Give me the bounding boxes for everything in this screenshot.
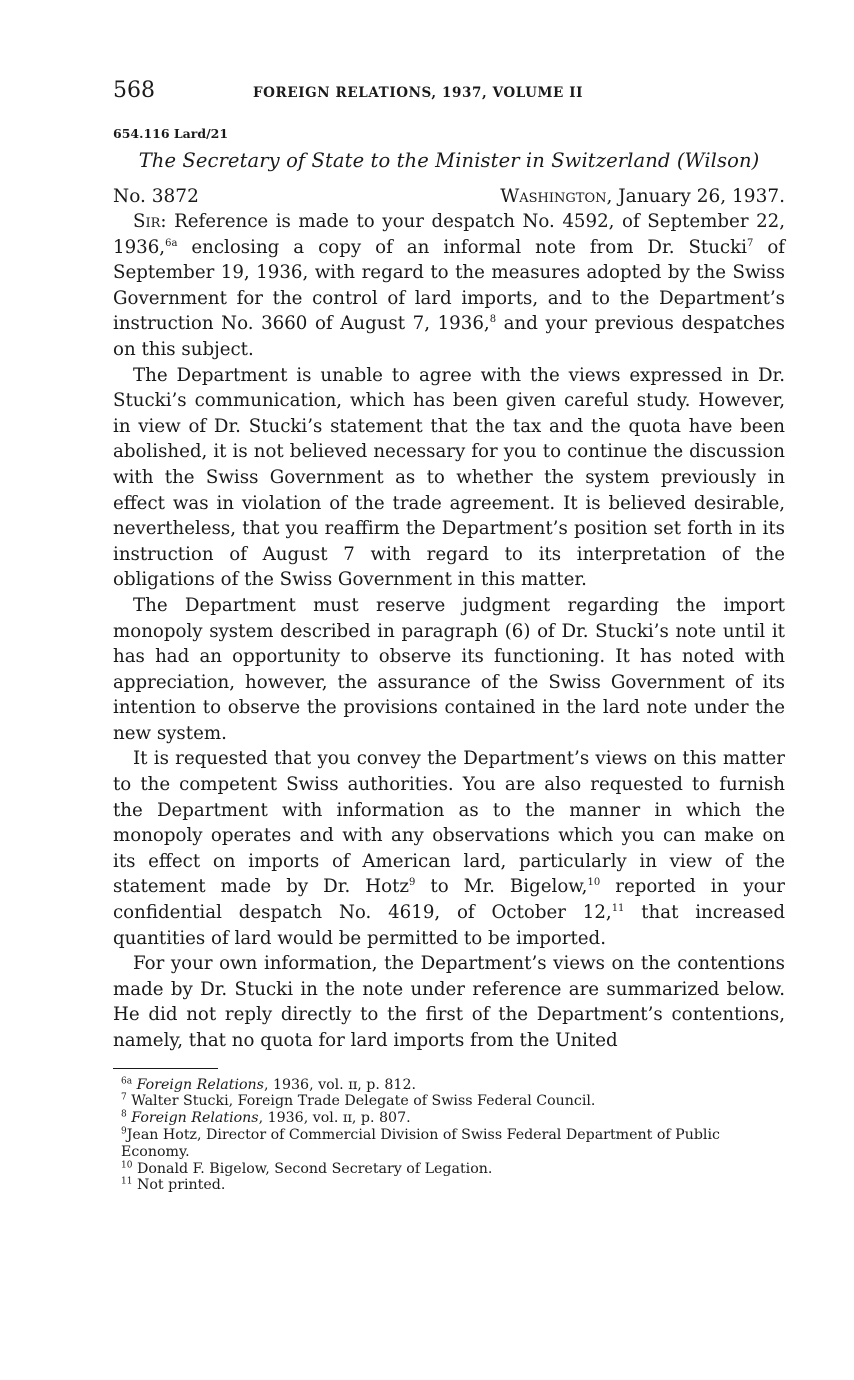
paragraph-3: The Department must reserve judgment regarding the import monopoly system described in paragraph (6) of Dr. Stucki’s note until it has had an opportunity to observe its functioning. It has noted with appreciation, however, the assurance of the Swiss Government of its intention to observe the provisions contained in the lard note under the new system. xyxy=(113,594,785,744)
footnote-7 xyxy=(113,1093,785,1110)
footnote-mark: 11 xyxy=(121,1176,133,1187)
footnote-mark: 10 xyxy=(121,1159,133,1170)
footnote-text: Walter Stucki, Foreign Trade Delegate of Swiss Federal Council. xyxy=(131,1093,596,1110)
document-title xyxy=(113,149,785,172)
paragraph-4 xyxy=(113,746,785,951)
footnote-divider xyxy=(113,1068,218,1069)
paragraph-4-text-a: It is requested that you convey the Department’s views on this matter to the competent Swiss authorities. You are also requested to furnish the Department with information as to the manner in which the monopoly operates and with any observations which you can make on its effect on imports of American lard, particularly in view of the statement made by Dr. Hotz xyxy=(113,748,785,898)
footnote-ref-10: 10 xyxy=(587,877,601,889)
paragraph-1-text-a: : Reference is made to your despatch No. 4592, of September 22, 1936, xyxy=(113,211,785,258)
document-title-recipient: (Wilson) xyxy=(676,149,760,172)
footnotes xyxy=(113,1077,785,1195)
footnote-mark: 6a xyxy=(121,1075,133,1086)
paragraph-1-text-c: of September 19, 1936, with regard to the measures adopted by the Swiss Government for the control of lard imports, and to the Department’s instruction No. 3660 of August 7, 1936, xyxy=(113,236,785,335)
paragraph-4-text-c: reported in your confidential despatch No. 4619, of October 12, xyxy=(113,876,786,924)
footnote-mark: 9 xyxy=(121,1126,127,1137)
footnote-text: Jean Hotz, Director of Commercial Division of Swiss Federal Department of Public Economy. xyxy=(121,1126,720,1160)
salutation: Sir xyxy=(133,211,161,232)
footnote-6a xyxy=(113,1077,785,1094)
footnote-text: Donald F. Bigelow, Second Secretary of Legation. xyxy=(136,1160,493,1177)
footnote-8 xyxy=(113,1110,785,1127)
paragraph-4-text-b: to Mr. Bigelow, xyxy=(415,876,588,898)
footnote-ref-6a: 6a xyxy=(165,237,178,249)
footnote-mark: 8 xyxy=(121,1109,127,1120)
footnote-ref-7: 7 xyxy=(746,237,754,249)
paragraph-2: The Department is unable to agree with the views expressed in Dr. Stucki’s communication, which has been given careful study. However, in view of Dr. Stucki’s statement that the tax and the quota have been abolished, it is not believed necessary for you to continue the discussion with the Swiss Government as to whether the system previously in effect was in violation of the trade agreement. It is believed desirable, nevertheless, that you reaffirm the Department’s position set forth in its instruction of August 7 with regard to its interpretation of the obligations of the Swiss Government in this matter. xyxy=(113,364,785,591)
footnote-ref-8: 8 xyxy=(489,314,497,326)
date: , January 26, 1937. xyxy=(606,186,785,207)
footnote-9 xyxy=(113,1127,785,1161)
document-title-main: The Secretary of State to the Minister in Switzerland xyxy=(138,149,671,172)
paragraph-1-text-d: and your previous despatches on this subject. xyxy=(113,313,785,360)
footnote-text: Not printed. xyxy=(136,1177,226,1194)
paragraph-5: For your own information, the Department’s views on the contentions made by Dr. Stucki in the note under reference are summarized below. He did not reply directly to the first of the Department’s contentions, namely, that no quota for lard imports from the United xyxy=(113,953,785,1051)
footnote-10 xyxy=(113,1161,785,1178)
footnote-body xyxy=(113,1127,785,1161)
paragraph-1 xyxy=(113,209,785,363)
footnote-italic: Foreign Relations xyxy=(131,1110,259,1127)
document-page xyxy=(113,78,785,1194)
footnote-text: , 1936, vol. ɪɪ, p. 807. xyxy=(258,1110,411,1127)
page-header xyxy=(113,78,785,112)
footnote-11 xyxy=(113,1177,785,1194)
file-reference: 654.116 Lard/21 xyxy=(113,126,229,141)
page-number: 568 xyxy=(113,78,155,103)
running-head: FOREIGN RELATIONS, 1937, VOLUME II xyxy=(253,85,584,101)
instruction-number: No. 3872 xyxy=(113,186,199,207)
footnote-mark: 7 xyxy=(121,1092,127,1103)
footnote-ref-11: 11 xyxy=(611,902,625,914)
paragraph-1-text-b: enclosing a copy of an informal note from Dr. Stucki xyxy=(177,236,747,258)
place: Washington xyxy=(500,186,607,207)
paragraph-4-text-d: that increased quantities of lard would be permitted to be imported. xyxy=(113,902,785,949)
footnote-ref-9: 9 xyxy=(409,877,416,889)
dateline xyxy=(113,186,785,207)
footnote-italic: Foreign Relations xyxy=(136,1076,264,1093)
footnote-text: , 1936, vol. ɪɪ, p. 812. xyxy=(263,1076,416,1093)
place-and-date xyxy=(500,186,785,207)
